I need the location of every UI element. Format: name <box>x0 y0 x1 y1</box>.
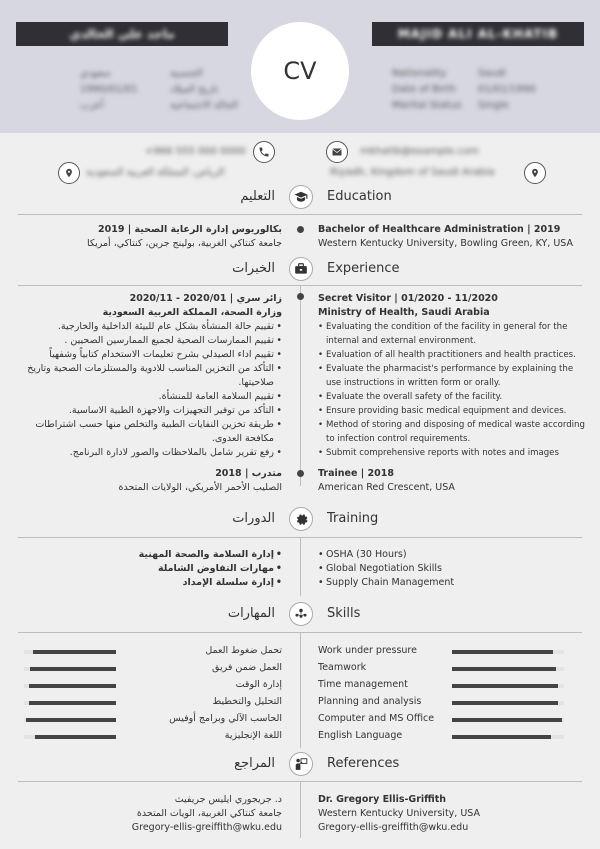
list-item: • تقييم السلامة العامة للمنشأة. <box>14 390 282 404</box>
skill-row <box>0 696 600 710</box>
skill-bar-fill <box>452 650 553 654</box>
timeline-line <box>300 782 301 838</box>
section-training <box>0 507 600 533</box>
skill-bar-fill <box>452 735 551 739</box>
section-title-en: References <box>327 756 400 771</box>
address-en: Riyadh, Kingdom of Saudi Arabia <box>330 167 495 178</box>
presenter-icon <box>289 752 313 776</box>
skill-bar-en <box>452 735 564 739</box>
skill-label-ar: العمل ضمن فريق <box>212 662 282 673</box>
gear-icon <box>289 507 313 531</box>
name-english: MAJID ALI AL-KHATIB <box>372 22 584 46</box>
skill-bar-ar <box>24 701 116 705</box>
skill-label-en: English Language <box>318 730 403 741</box>
list-item: • Evaluating the condition of the facility in general for the internal and external environment. <box>318 320 586 348</box>
phone-number: +966 555 000 0000 <box>145 146 246 157</box>
list-item: • مهارات التفاوض الشاملة <box>14 562 282 576</box>
skill-bar-ar <box>24 718 116 722</box>
list-item: • التأكد من توفير التجهيزات والاجهزة الطبية الاساسية. <box>14 404 282 418</box>
skill-label-ar: تحمل ضغوط العمل <box>205 645 282 656</box>
list-item: • Evaluate the pharmacist's performance by explaining the use instructions in written form or orally. <box>318 362 586 390</box>
skill-label-en: Planning and analysis <box>318 696 422 707</box>
timeline-dot <box>297 226 304 233</box>
skill-label-en: Time management <box>318 679 408 690</box>
education-en: Bachelor of Healthcare Administration | 2019 Western Kentucky University, Bowling Green, KY, USA <box>318 224 573 249</box>
section-title-ar: المهارات <box>227 606 275 621</box>
list-item: • OSHA (30 Hours) <box>318 548 586 562</box>
skill-bar-en <box>452 701 564 705</box>
training-en <box>318 548 586 590</box>
skill-label-en: Work under pressure <box>318 645 417 656</box>
list-item: • التأكد من التخزين المناسب للادوية والمستلزمات الصحية وتاريخ صلاحيتها. <box>14 362 282 390</box>
list-item: • طريقة تخزين النفايات الطبية والتخلص منها حسب اشتراطات مكافحة العدوى. <box>14 418 282 446</box>
skill-bar-fill <box>33 650 116 654</box>
skill-label-ar: الحاسب الآلي وبرامج أوفيس <box>169 713 282 724</box>
skill-row <box>0 730 600 744</box>
list-item: • إدارة سلسلة الإمداد <box>14 576 282 590</box>
skill-bar-fill <box>452 701 558 705</box>
skill-label-ar: التحليل والتخطيط <box>212 696 282 707</box>
experience-job2-en: Trainee | 2018 American Red Crescent, USA <box>318 468 455 493</box>
experience-job1-ar: زائر سري | 2020/01 - 2020/11 وزارة الصحة، المملكة العربية السعودية • تقييم حالة المنشأة بشكل عام للبيئة الداخلية والخارجية. • تقييم الممارسات الصحية لجميع الممارسين الصحيين . • تقييم اداء الصيدلي بشرح تعليمات الاستخدام كتابياً وشفهياً • التأكد من التخزين المناسب للادوية والمستلزمات الصحية وتاريخ صلاحيتها. • تقييم السلامة العامة للمنشأة. • التأكد من توفير التجهيزات والاجهزة الطبية الاساسية. • طريقة تخزين النفايات الطبية والتخلص منها حسب اشتراطات مكافحة العدوى. • رفع تقرير شامل بالملاحظات والصور لادارة البرنامج. <box>14 292 282 460</box>
timeline-line <box>300 286 301 486</box>
skill-bar-ar <box>24 650 116 654</box>
experience-job2-ar: متدرب | 2018 الصليب الأحمر الأمريكي، الولايات المتحدة <box>118 468 282 493</box>
section-title-en: Training <box>327 511 379 526</box>
section-experience <box>0 257 600 283</box>
skill-bar-en <box>452 718 564 722</box>
list-item: • إدارة السلامة والصحة المهنية <box>14 548 282 562</box>
graduation-cap-icon <box>289 185 313 209</box>
skill-label-en: Computer and MS Office <box>318 713 435 724</box>
location-icon-ar <box>58 162 80 184</box>
skill-bar-ar <box>24 735 116 739</box>
skill-label-ar: إدارة الوقت <box>235 679 282 690</box>
section-title-ar: الخبرات <box>232 261 275 276</box>
list-item: • Global Negotiation Skills <box>318 562 586 576</box>
skill-row <box>0 662 600 676</box>
section-title-en: Skills <box>327 606 361 621</box>
timeline-line <box>300 538 301 596</box>
section-references <box>0 752 600 778</box>
reference-ar: د. جريجوري ايليس جريفيث جامعة كنتاكي الغربية، الويات المتحدة Gregory-ellis-greiffith@wku.edu <box>131 794 282 833</box>
timeline-dot <box>297 470 304 477</box>
reference-en: Dr. Gregory Ellis-Griffith Western Kentucky University, USA Gregory-ellis-greiffith@wku.edu <box>318 794 480 833</box>
skill-bar-fill <box>452 667 556 671</box>
list-item: • Supply Chain Management <box>318 576 586 590</box>
section-title-ar: التعليم <box>240 189 275 204</box>
section-education <box>0 185 600 211</box>
skill-bar-fill <box>26 718 116 722</box>
list-item: • Evaluation of all health practitioners and health practices. <box>318 348 586 362</box>
briefcase-icon <box>289 257 313 281</box>
skill-bar-en <box>452 684 564 688</box>
section-title-en: Education <box>327 189 392 204</box>
skill-bar-fill <box>29 684 116 688</box>
divider <box>18 214 582 215</box>
list-item: • Submit comprehensive reports with notes and images <box>318 446 586 460</box>
email-address: mkhatib@example.com <box>360 146 479 157</box>
list-item: • رفع تقرير شامل بالملاحظات والصور لادارة البرنامج. <box>14 446 282 460</box>
training-ar <box>14 548 282 590</box>
skill-row <box>0 645 600 659</box>
skill-row <box>0 713 600 727</box>
timeline-dot <box>297 293 304 300</box>
name-arabic: ماجد علي الخالدي <box>16 22 228 46</box>
skill-bar-en <box>452 650 564 654</box>
email-icon <box>326 141 348 163</box>
list-item: • تقييم الممارسات الصحية لجميع الممارسين الصحيين . <box>14 334 282 348</box>
section-title-ar: الدورات <box>232 511 275 526</box>
skill-label-en: Teamwork <box>318 662 367 673</box>
skill-bar-ar <box>24 667 116 671</box>
list-item: • تقييم حالة المنشأة بشكل عام للبيئة الداخلية والخارجية. <box>14 320 282 334</box>
skill-label-ar: اللغة الإنجليزية <box>224 730 282 741</box>
cv-badge: CV <box>251 22 349 120</box>
list-item: • Method of storing and disposing of medical waste according to infection control requirements. <box>318 418 586 446</box>
list-item: • تقييم اداء الصيدلي بشرح تعليمات الاستخدام كتابياً وشفهياً <box>14 348 282 362</box>
section-skills <box>0 602 600 628</box>
experience-job1-en: Secret Visitor | 01/2020 - 11/2020 Ministry of Health, Saudi Arabia • Evaluating the condition of the facility in general for the internal and external environment. • Evaluation of all health practitioners and health practices. • Evaluate the pharmacist's performance by explaining the use instructions in written form or orally. • Evaluate the overall safety of the facility. • Ensure providing basic medical equipment and devices. • Method of storing and disposing of medical waste according to infection control requirements. • Submit comprehensive reports with notes and images <box>318 292 586 460</box>
skill-bar-fill <box>29 701 116 705</box>
education-ar: بكالوريوس إدارة الرعاية الصحية | 2019 جامعة كنتاكي الغربية، بولينج جرين، كنتاكي، أمريكا <box>86 224 282 249</box>
skill-bar-en <box>452 667 564 671</box>
address-ar: الرياض، المملكة العربية السعودية <box>86 167 225 178</box>
section-title-ar: المراجع <box>234 756 275 771</box>
section-title-en: Experience <box>327 261 400 276</box>
list-item: • Ensure providing basic medical equipment and devices. <box>318 404 586 418</box>
skill-bar-fill <box>452 684 558 688</box>
location-icon-en <box>524 162 546 184</box>
team-icon <box>289 602 313 626</box>
skill-row <box>0 679 600 693</box>
skill-bar-fill <box>35 735 116 739</box>
phone-icon <box>253 141 275 163</box>
skill-bar-fill <box>452 718 562 722</box>
skill-bar-fill <box>30 667 116 671</box>
list-item: • Evaluate the overall safety of the facility. <box>318 390 586 404</box>
skill-bar-ar <box>24 684 116 688</box>
